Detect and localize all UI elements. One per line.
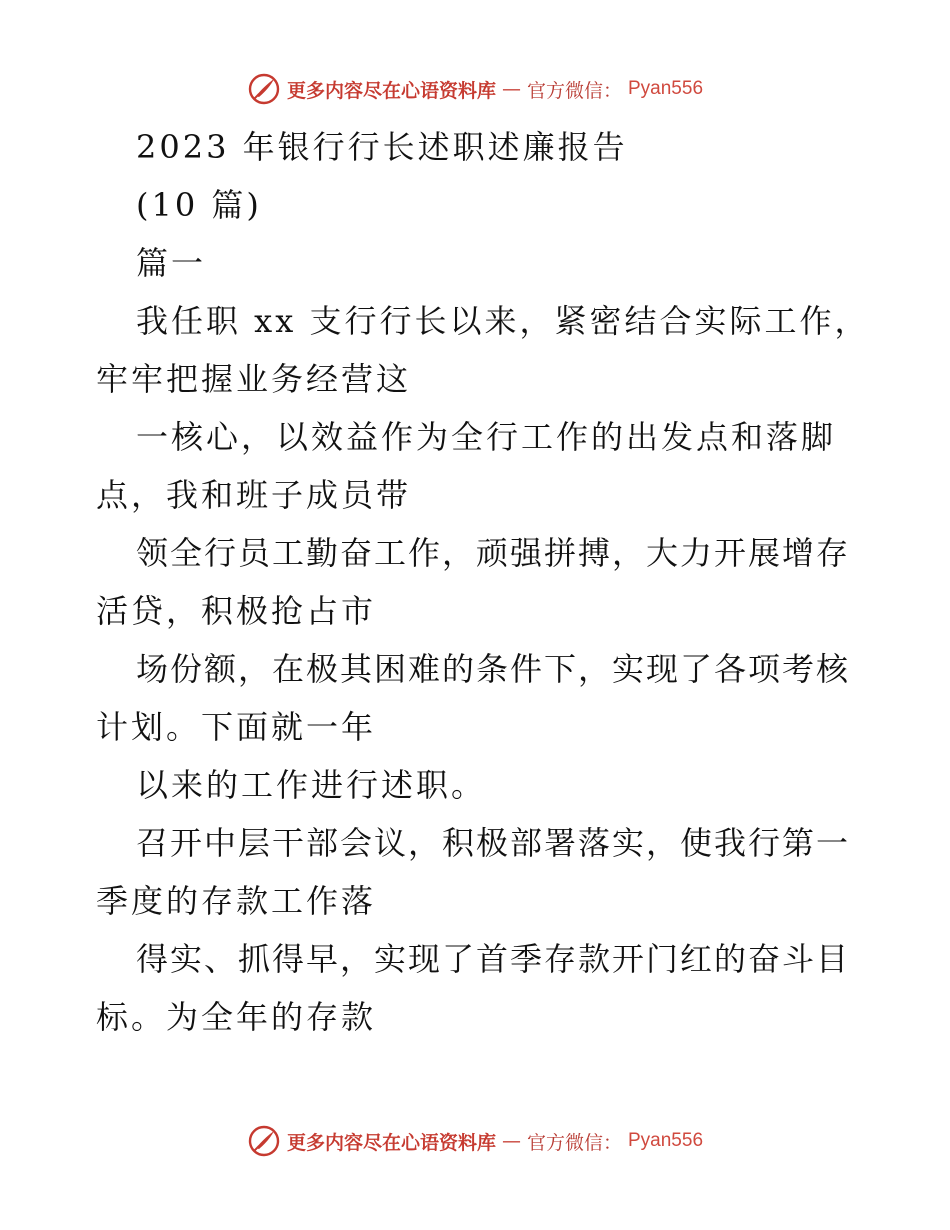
quill-seal-icon xyxy=(247,1124,281,1158)
paragraph-line: 点，我和班子成员带 xyxy=(96,476,412,514)
document-subtitle: (10 篇) xyxy=(136,186,262,224)
watermark-brand: 更多内容尽在心语资料库 xyxy=(286,1131,496,1154)
paragraph-line: 标。为全年的存款 xyxy=(96,998,377,1036)
watermark-header xyxy=(0,72,950,106)
paragraph-line: 一核心，以效益作为全行工作的出发点和落脚 xyxy=(136,418,837,456)
watermark-official-label: 官方微信： xyxy=(526,1131,622,1154)
watermark-official-label: 官方微信： xyxy=(526,79,622,102)
document-body xyxy=(96,118,870,1046)
paragraph-line: 计划。下面就一年 xyxy=(96,708,377,746)
document-title: 2023 年银行行长述职述廉报告 xyxy=(136,128,628,166)
paragraph-line: 活贷，积极抢占市 xyxy=(96,592,377,630)
paragraph-line: 季度的存款工作落 xyxy=(96,882,377,920)
paragraph-line: 我任职 xx 支行行长以来，紧密结合实际工作， xyxy=(136,302,870,340)
section-heading: 篇一 xyxy=(136,244,207,282)
watermark-wechat-id: Pyan556 xyxy=(628,78,704,99)
paragraph-line: 得实、抓得早，实现了首季存款开门红的奋斗目 xyxy=(136,940,851,978)
quill-seal-icon xyxy=(247,72,281,106)
paragraph-line: 牢牢把握业务经营这 xyxy=(96,360,412,398)
paragraph-line: 场份额，在极其困难的条件下，实现了各项考核 xyxy=(136,650,851,688)
watermark-wechat-id: Pyan556 xyxy=(628,1130,704,1151)
paragraph-line: 召开中层干部会议，积极部署落实，使我行第一 xyxy=(136,824,851,862)
watermark-footer xyxy=(0,1124,950,1158)
watermark-separator: — xyxy=(501,78,521,100)
watermark-separator: — xyxy=(501,1130,521,1152)
paragraph-line: 领全行员工勤奋工作，顽强拼搏，大力开展增存 xyxy=(136,534,851,572)
watermark-brand: 更多内容尽在心语资料库 xyxy=(286,79,496,102)
paragraph-line: 以来的工作进行述职。 xyxy=(136,766,487,804)
